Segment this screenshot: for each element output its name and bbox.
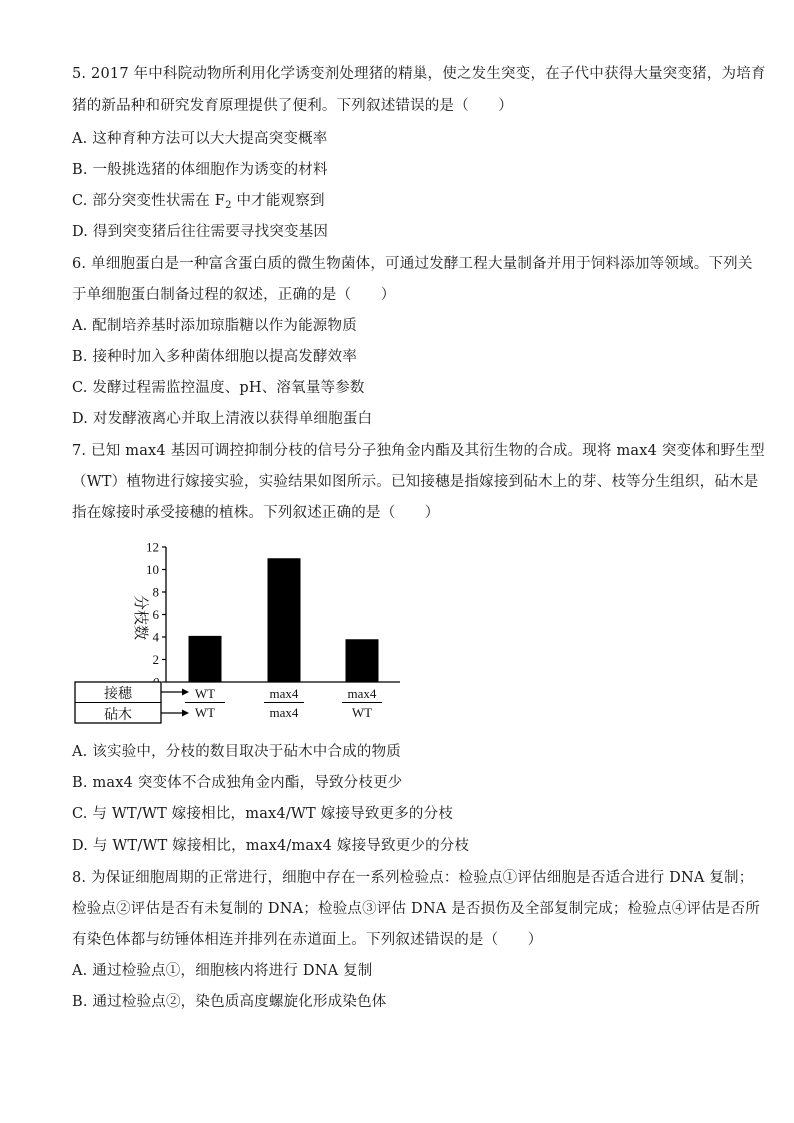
q7-option-b: B. max4 突变体不合成独角金内酯，导致分枝更少: [72, 775, 403, 791]
x-category-rootstock: WT: [194, 705, 216, 720]
q6-stem-line-1: 6. 单细胞蛋白是一种富含蛋白质的微生物菌体，可通过发酵工程大量制备并用于饲料添加等领域。下列关: [72, 256, 753, 272]
x-category-scion: max4: [347, 686, 377, 701]
q7-stem-line-1: 7. 已知 max4 基因可调控抑制分枝的信号分子独角金内酯及其衍生物的合成。现将 max4 突变体和野生型: [72, 443, 765, 459]
q6-option-c: C. 发酵过程需监控温度、pH、溶氧量等参数: [72, 380, 365, 396]
q6-option-a: A. 配制培养基时添加琼脂糖以作为能源物质: [72, 318, 357, 334]
branch-count-bar-chart: [70, 535, 410, 730]
bars: [189, 558, 379, 682]
scion-arrowhead: [182, 689, 189, 696]
q5-stem-line-1: 5. 2017 年中科院动物所利用化学诱变剂处理猪的精巢，使之发生突变，在子代中获得大量突变猪，为培育: [72, 66, 766, 82]
bar: [189, 636, 222, 682]
q7-stem-line-3: 指在嫁接时承受接穗的植株。下列叙述正确的是（ ）: [72, 505, 440, 521]
q5-stem-line-2: 猪的新品种和研究发育原理提供了便利。下列叙述错误的是（ ）: [72, 98, 513, 114]
q6-option-d: D. 对发酵液离心并取上清液以获得单细胞蛋白: [72, 411, 373, 427]
bar: [346, 639, 379, 682]
q5-option-b: B. 一般挑选猪的体细胞作为诱变的材料: [72, 162, 328, 178]
q5-option-c-subscript: 2: [225, 200, 232, 211]
legend-rootstock-label: 砧木: [104, 708, 132, 723]
x-category-rootstock: max4: [269, 705, 299, 720]
q7-option-a: A. 该实验中，分枝的数目取决于砧木中合成的物质: [72, 744, 401, 760]
bar: [268, 558, 301, 682]
x-category-scion: WT: [194, 686, 216, 701]
q8-option-a: A. 通过检验点①，细胞核内将进行 DNA 复制: [72, 963, 373, 979]
q7-option-d: D. 与 WT/WT 嫁接相比，max4/max4 嫁接导致更少的分枝: [72, 838, 470, 854]
legend-scion-label: 接穗: [104, 687, 132, 702]
x-category-labels: [185, 686, 382, 720]
q7-option-c: C. 与 WT/WT 嫁接相比，max4/WT 嫁接导致更多的分枝: [72, 806, 454, 822]
y-axis-label: 分枝数: [132, 595, 148, 641]
y-axis-ticks: [146, 540, 166, 690]
q8-stem-line-1: 8. 为保证细胞周期的正常进行，细胞中存在一系列检验点：检验点①评估细胞是否适合进行 DNA 复制；: [72, 870, 754, 886]
y-tick-label: 4: [152, 629, 159, 645]
q5-option-a: A. 这种育种方法可以大大提高突变概率: [72, 131, 328, 147]
y-tick-label: 10: [146, 562, 159, 577]
y-tick-label: 8: [152, 584, 159, 600]
x-category-scion: max4: [269, 686, 299, 701]
q6-stem-line-2: 于单细胞蛋白制备过程的叙述，正确的是（ ）: [72, 287, 396, 303]
y-tick-label: 12: [146, 539, 159, 555]
y-tick-label: 2: [152, 652, 159, 667]
q5-option-c-post: 中才能观察到: [231, 193, 325, 209]
rootstock-arrowhead: [182, 710, 189, 717]
q5-option-c-pre: C. 部分突变性状需在 F: [72, 193, 226, 209]
x-category-rootstock: WT: [351, 705, 373, 720]
q7-stem-line-2: （WT）植物进行嫁接实验，实验结果如图所示。已知接穗是指嫁接到砧木上的芽、枝等分生组织，砧木是: [72, 474, 759, 490]
q5-option-d: D. 得到突变猪后往往需要寻找突变基因: [72, 224, 329, 240]
q8-stem-line-3: 有染色体都与纺锤体相连并排列在赤道面上。下列叙述错误的是（ ）: [72, 932, 543, 948]
q8-option-b: B. 通过检验点②，染色质高度螺旋化形成染色体: [72, 994, 387, 1010]
q5-option-c: [72, 191, 325, 216]
q6-option-b: B. 接种时加入多种菌体细胞以提高发酵效率: [72, 349, 358, 365]
y-tick-label: 6: [152, 607, 159, 622]
q8-stem-line-2: 检验点②评估是否有未复制的 DNA；检验点③评估 DNA 是否损伤及全部复制完成；检验点④评估是否所: [72, 901, 760, 917]
